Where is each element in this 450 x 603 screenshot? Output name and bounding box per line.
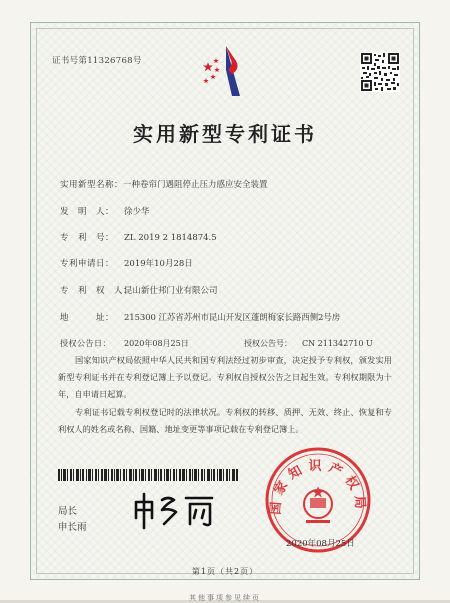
bureau-chief-title: 局长 (58, 506, 78, 517)
address-row (60, 311, 340, 323)
field-label: 专 利 号： (60, 233, 115, 243)
qr-code-icon (360, 52, 400, 92)
field-value: ZL 2019 2 1814874.5 (124, 233, 217, 243)
filing-date-row (60, 257, 193, 269)
field-value: CN 211342710 U (302, 339, 373, 348)
utility-model-name-row (60, 178, 268, 190)
field-label: 授权公告日： (60, 339, 111, 348)
field-value: 一种卷帘门遇阻停止压力感应安全装置 (123, 180, 268, 190)
seal-text: 国家知识产权局 (268, 459, 368, 516)
barcode-icon (58, 469, 238, 481)
page-number: 第1页（共2页） (191, 567, 259, 576)
field-label: 授权公告号： (244, 339, 292, 348)
inventor-row (60, 205, 150, 217)
field-label: 实用新型名称： (60, 180, 124, 190)
field-value: 徐少华 (124, 207, 150, 217)
next-page-hint: 其他事项参见续页 (189, 594, 261, 602)
body-paragraph: 国家知识产权局依照中华人民共和国专利法经过初步审查，决定授予专利权，颁发实用新型专利证书并在专利登记簿上予以登记。专利权自授权公告之日起生效。专利权期限为十年，自申请日起算。 (58, 355, 392, 399)
signature-image (130, 490, 220, 532)
cnipa-logo-icon (196, 40, 256, 104)
field-value: 2019年10月28日 (124, 259, 193, 269)
field-label: 专 利 权 人： (60, 286, 133, 296)
announcement-row (60, 338, 373, 349)
field-label: 专利申请日： (60, 259, 115, 269)
bureau-chief-name: 申长雨 (58, 522, 87, 533)
field-value: 昆山新仕邦门业有限公司 (124, 286, 218, 296)
certificate-title: 实用新型专利证书 (133, 122, 317, 146)
patentee-row (60, 284, 218, 296)
field-value: 215300 江苏省苏州市昆山开发区蓬朗梅家长路西侧2号房 (124, 313, 341, 323)
field-label: 发 明 人： (60, 207, 115, 217)
field-value: 2020年08月25日 (124, 339, 189, 348)
field-label: 地 址： (60, 313, 115, 323)
body-paragraph: 专利证书记载专利权登记时的法律状况。专利权的转移、质押、无效、终止、恢复和专利权人的姓名或名称、国籍、地址变更等事项记载在专利登记簿上。 (58, 407, 392, 434)
seal-date: 2020年08月25日 (286, 539, 355, 549)
patent-number-row (60, 231, 217, 243)
certificate-number: 证书号第11326768号 (52, 56, 142, 66)
